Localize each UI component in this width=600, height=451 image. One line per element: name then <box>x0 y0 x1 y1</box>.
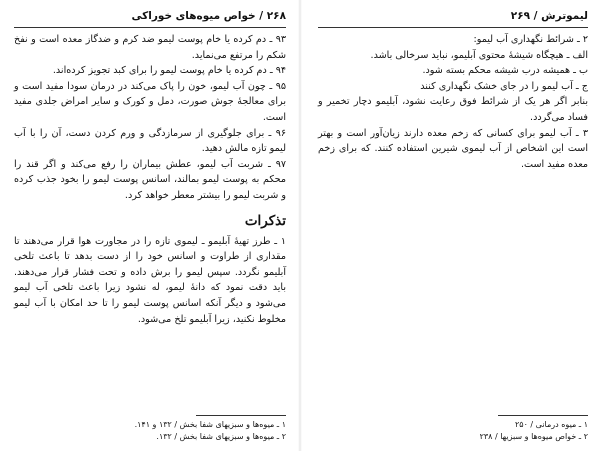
footnote: ۱ ـ میوه‌ها و سبزیهای شفا بخش / ۱۳۲ و ۱۴۱. <box>134 420 286 429</box>
paragraph: بنابر اگر هر یک از شرائط فوق رعایت نشود، آبلیمو دچار تخمیر و فساد می‌گردد. <box>318 96 588 123</box>
paragraph: ۹۶ ـ برای جلوگیری از سرمازدگی و ورم کردن دست، آن را با آب لیمو تازه مالش دهید. <box>14 127 286 155</box>
paragraph: ۹۷ ـ شربت آب لیمو، عطش بیماران را رفع می‌کند و اگر قند را محکم به پوست لیمو بمالند، اسانس پوست لیمو را بخود جذب کرده و شربت لیمو را بیشتر معطر خواهد کرد. <box>14 158 286 201</box>
page-268 <box>14 8 286 443</box>
footnotes <box>318 415 588 443</box>
paragraph: الف ـ هیچگاه شیشهٔ محتوی آبلیمو، نباید سرخالی باشد. <box>370 49 588 61</box>
footnote: ۲ ـ خواص میوه‌ها و سبزیها / ۲۳۸ <box>479 432 588 441</box>
footnote-rule <box>196 415 286 416</box>
page-header: ۲۶۸ / خواص میوه‌های خوراکی <box>14 8 286 28</box>
paragraph: ۱ ـ طرز تهیهٔ آبلیمو ـ لیموی تازه را در مجاورت هوا قرار می‌دهند تا مقداری از طراوت و اسانس خود را از دست بدهد تا باعث تلخی آبلیمو نگردد. سپس لیمو را برش داده و تحت فشار قرار می‌دهند. باید دقت نمود که دانهٔ لیمو، له نشود زیرا باعث تلخی آب لیمو می‌شود و دیگر آنکه اسانس پوست لیمو را تا حد امکان با آب لیمو مخلوط نکنید، زیرا آبلیمو تلخ می‌شود. <box>14 235 286 325</box>
footnotes <box>14 415 286 443</box>
footnote: ۲ ـ میوه‌ها و سبزیهای شفا بخش / ۱۳۲. <box>156 432 286 441</box>
paragraph: ج ـ آب لیمو را در جای خشک نگهداری کنند <box>420 80 588 92</box>
paragraph: ۳ ـ آب لیمو برای کسانی که زخم معده دارند زیان‌آور است و بهتر است این اشخاص از آب لیموی شیرین استفاده کنند. که برای زخم معده مفید است. <box>318 127 588 170</box>
page-269 <box>318 8 588 443</box>
paragraph: ۹۳ ـ دم کرده یا خام پوست لیمو ضد کرم و ضدگاز معده است و نفخ شکم را مرتفع می‌نماید. <box>14 34 286 61</box>
page-body <box>14 32 286 327</box>
book-gutter <box>298 0 302 451</box>
paragraph: ۹۴ ـ دم کرده یا خام پوست لیمو را برای کبد تجویز کرده‌اند. <box>52 65 286 77</box>
paragraph: ب ـ همیشه درب شیشه محکم بسته شود. <box>422 65 588 77</box>
paragraph: ۲ ـ شرائط نگهداری آب لیمو: <box>473 34 588 45</box>
page-body <box>318 32 588 172</box>
page-header: لیموترش / ۲۶۹ <box>318 8 588 28</box>
paragraph: ۹۵ ـ چون آب لیمو، خون را پاک می‌کند در درمان سودا مفید است و برای معالجهٔ جوش صورت، دمل و کورک و سایر امراض جلدی مفید است. <box>14 80 286 123</box>
footnote: ۱ ـ میوه درمانی / ۲۵۰ <box>514 420 588 429</box>
footnote-rule <box>498 415 588 416</box>
section-title: تذکرات <box>244 212 286 229</box>
